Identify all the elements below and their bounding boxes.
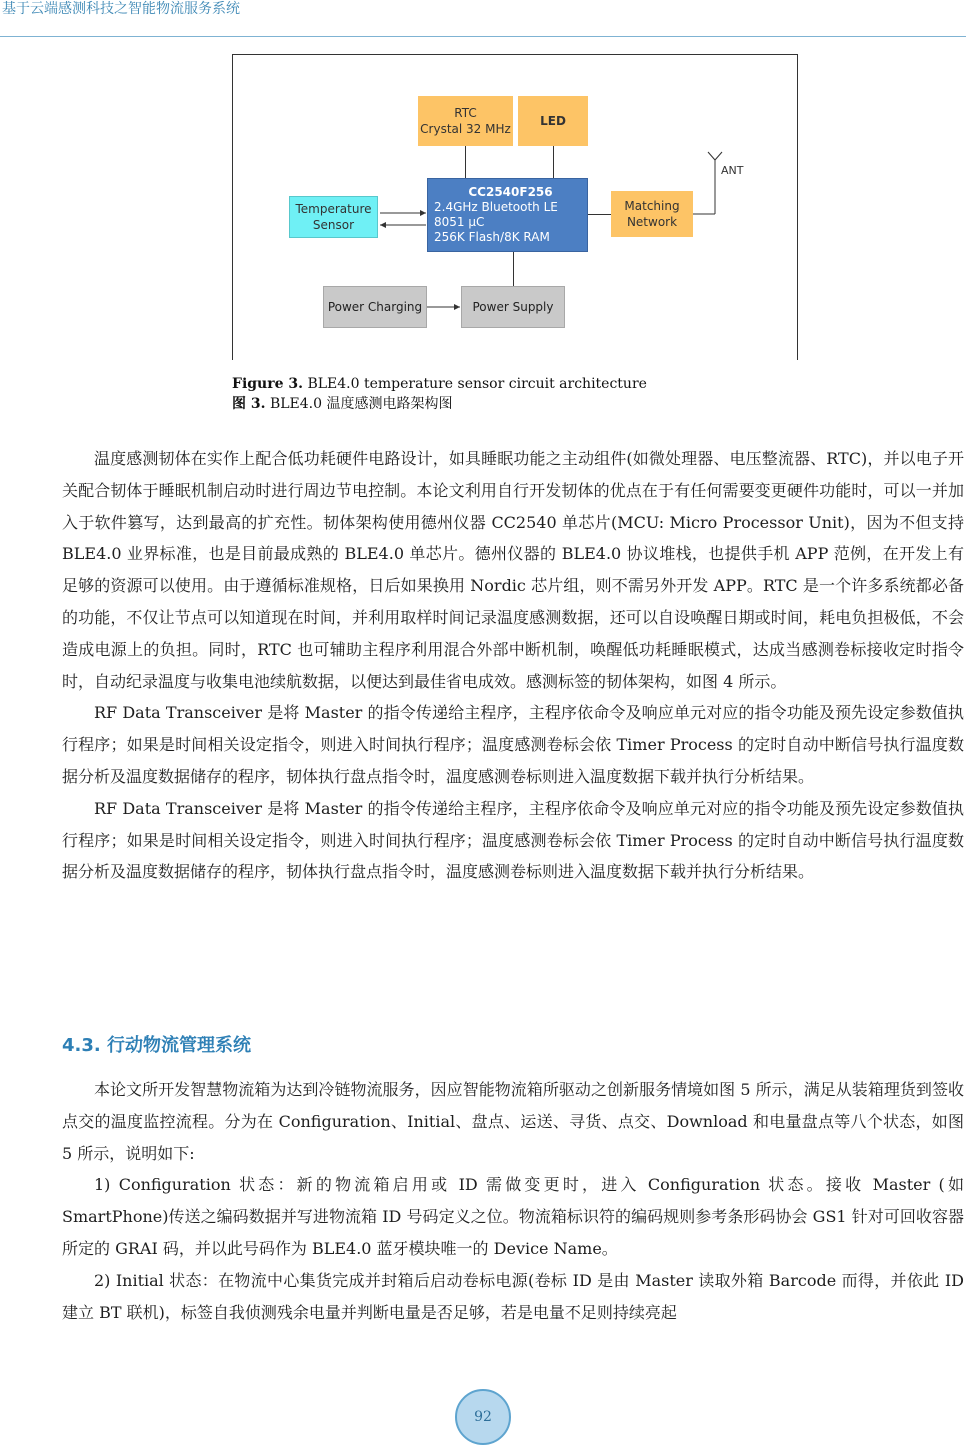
caption-chinese xyxy=(232,394,647,414)
running-header: 基于云端感测科技之智能物流服务系统 xyxy=(2,1,240,17)
charging-to-supply-arrow xyxy=(427,300,462,314)
temperature-sensor-block xyxy=(289,196,378,238)
mcu-model: CC2540F256 xyxy=(468,185,553,199)
mcu-radio: 2.4GHz Bluetooth LE xyxy=(434,200,558,214)
power-supply-block xyxy=(461,286,565,328)
caption-english-text: BLE4.0 temperature sensor circuit architecture xyxy=(303,376,647,392)
led-block xyxy=(518,96,588,146)
mcu-memory: 256K Flash/8K RAM xyxy=(434,230,550,244)
antenna-label: ANT xyxy=(721,164,744,177)
paragraph-rf-transceiver-2: RF Data Transceiver 是将 Master 的指令传递给主程序，主程序依命令及响应单元对应的指令功能及预先设定参数值执行程序；如果是时间相关设定指令，则进入时间执行程序；温度感测卷标会依 Timer Process 的定时自动中断信号执行温度数据分析及温度数据储存的程序，韧体执行盘点指令时，温度感测卷标则进入温度数据下载并执行分析结果。 xyxy=(62,798,964,882)
mcu-core: 8051 µC xyxy=(434,215,485,229)
paragraph-logistics-states: 本论文所开发智慧物流箱为达到冷链物流服务，因应智能物流箱所驱动之创新服务情境如图 5 所示，满足从装箱理货到签收点交的温度监控流程。分为在 Configuration、Initial、盘点、运送、寻货、点交、Download 和电量盘点等八个状态，如图 5 所示，说明如下: xyxy=(62,1080,964,1163)
antenna-icon xyxy=(693,150,733,220)
paragraph-rf-transceiver-1: RF Data Transceiver 是将 Master 的指令传递给主程序，主程序依命令及响应单元对应的指令功能及预先设定参数值执行程序；如果是时间相关设定指令，则进入时间执行程序；温度感测卷标会依 Timer Process 的定时自动中断信号执行温度数据分析及温度数据储存的程序，韧体执行盘点指令时，温度感测卷标则进入温度数据下载并执行分析结果。 xyxy=(62,703,964,786)
led-to-mcu-line xyxy=(553,146,554,178)
matching-network-block xyxy=(611,191,693,237)
paragraph-firmware: 温度感测韧体在实作上配合低功耗硬件电路设计，如具睡眠功能之主动组件(如微处理器、电压整流器、RTC)，并以电子开关配合韧体于睡眠机制启动时进行周边节电控制。本论文利用自行开发韧体的优点在于有任何需要变更硬件功能时，可以一并加入于软件篡写，达到最高的扩充性。韧体架构使用德州仪器 CC2540 单芯片(MCU: Micro Processor Unit)，因为不但支持 BLE4.0 业界标准，也是目前最成熟的 BLE4.0 单芯片。德州仪器的 BLE4.0 协议堆栈，也提供手机 APP 范例，在开发上有足够的资源可以使用。由于遵循标准规格，日后如果换用 Nordic 芯片组，则不需另外开发 APP。RTC 是一个许多系统都必备的功能，不仅让节点可以知道现在时间，并利用取样时间记录温度感测数据，还可以自设唤醒日期或时间，耗电负担极低，不会造成电源上的负担。同时，RTC 也可辅助主程序利用混合外部中断机制，唤醒低功耗睡眠模式，达成当感测卷标接收定时指令时，自动纪录温度与收集电池续航数据，以便达到最佳省电成效。感测标签的韧体架构，如图 4 所示。 xyxy=(62,449,964,691)
figure-left-border xyxy=(232,54,233,360)
page-number-badge xyxy=(455,1389,511,1445)
paragraph-initial-state: 2) Initial 状态：在物流中心集货完成并封箱后启动卷标电源(卷标 ID 是由 Master 读取外箱 Barcode 而得，并依此 ID 建立 BT 联机)，标签自我侦测残余电量并判断电量是否足够，若是电量不足则持续亮起 xyxy=(62,1270,964,1322)
figure-top-border xyxy=(232,54,798,55)
caption-english-label: Figure 3. xyxy=(232,376,303,392)
circuit-architecture-figure xyxy=(232,54,798,360)
header-rule xyxy=(0,36,966,37)
rtc-label: RTC Crystal 32 MHz xyxy=(420,106,511,136)
sensor-bus-arrows xyxy=(378,204,428,234)
mcu-to-supply-line xyxy=(513,252,514,286)
mcu-block xyxy=(427,178,588,252)
temperature-sensor-label: Temperature Sensor xyxy=(295,202,372,232)
power-supply-label: Power Supply xyxy=(472,300,554,314)
body-text-block-1 xyxy=(62,443,964,888)
power-charging-label: Power Charging xyxy=(327,300,423,314)
caption-english xyxy=(232,374,647,394)
matching-network-label: Matching Network xyxy=(624,199,680,229)
paragraph-configuration-state: 1) Configuration 状态：新的物流箱启用或 ID 需做变更时，进入 Configuration 状态。接收 Master (如 SmartPhone)传送之编码数据并写进物流箱 ID 号码定义之位。物流箱标识符的编码规则参考条形码协会 GS1 针对可回收容器所定的 GRAI 码，并以此号码作为 BLE4.0 蓝牙模块唯一的 Device Name。 xyxy=(62,1175,964,1258)
power-charging-block xyxy=(323,286,427,328)
mcu-to-matching-line xyxy=(588,214,611,215)
figure-right-border xyxy=(797,54,798,360)
caption-chinese-text: BLE4.0 温度感测电路架构图 xyxy=(265,396,453,412)
rtc-block xyxy=(418,96,513,146)
led-label: LED xyxy=(540,114,566,128)
caption-chinese-label: 图 3. xyxy=(232,396,266,412)
rtc-to-mcu-line xyxy=(465,146,466,178)
page-number: 92 xyxy=(474,1409,492,1425)
section-heading: 4.3. 行动物流管理系统 xyxy=(62,1035,251,1056)
body-text-block-2 xyxy=(62,1074,964,1328)
figure-caption xyxy=(232,374,647,414)
